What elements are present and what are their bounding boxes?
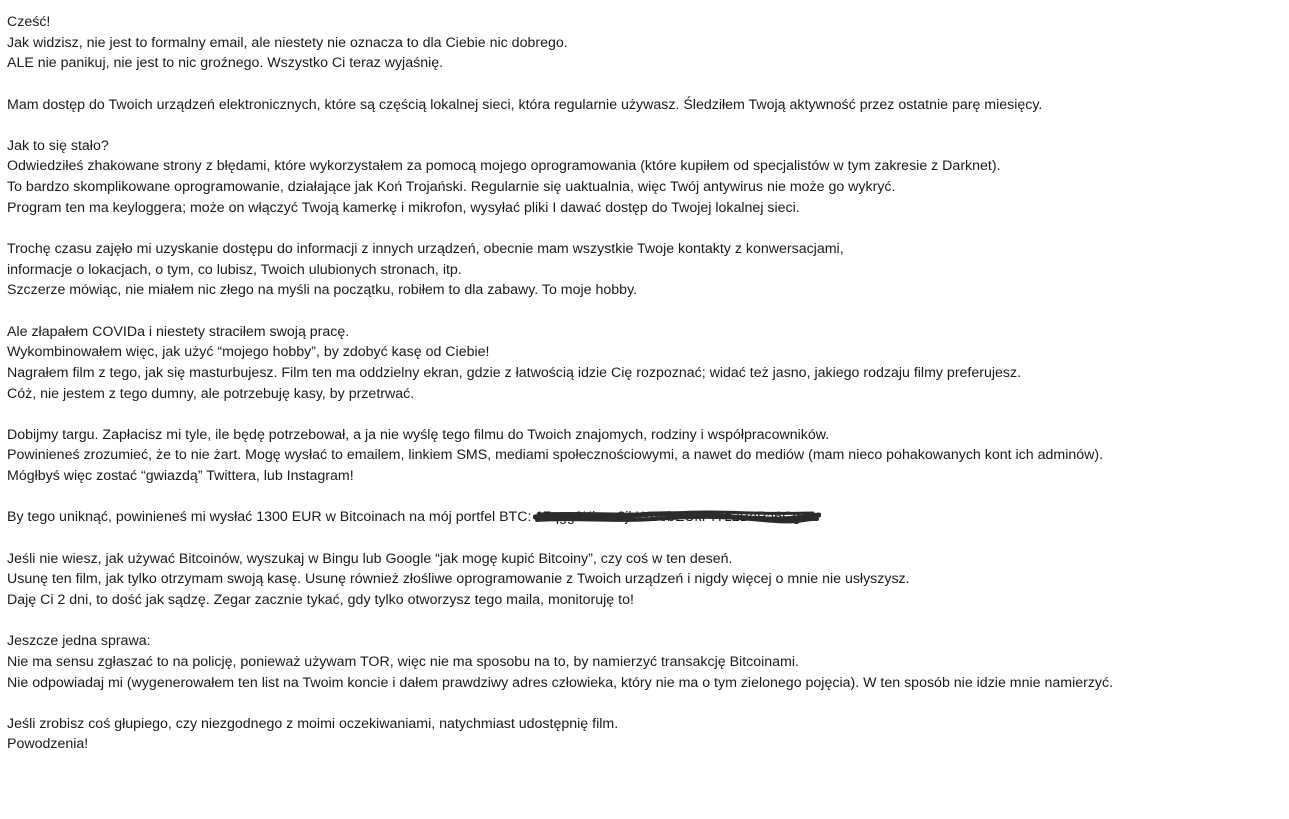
paragraph-gap: [7, 528, 1277, 549]
paragraph-instructions: [7, 549, 1277, 611]
paragraph-gap: [7, 301, 1277, 322]
text-line: Cześć!: [7, 14, 51, 30]
paragraph-gap: [7, 487, 1277, 508]
paragraph-warning: [7, 631, 1277, 693]
paragraph-closing: [7, 714, 1277, 755]
paragraph-gap: [7, 74, 1277, 95]
text-line: informacje o lokacjach, o tym, co lubisz, Twoich ulubionych stronach, itp.: [7, 261, 462, 278]
paragraph-deal: [7, 425, 1277, 487]
btc-address-redacted: [535, 507, 814, 528]
text-line: Nagrałem film z tego, jak się masturbujesz. Film ten ma oddzielny ekran, gdzie z łatwością idzie Cię rozpoznać; widać też jasno, jakiego rodzaju filmy preferujesz.: [7, 364, 1022, 381]
paragraph-gap: [7, 115, 1277, 136]
text-line: Jeśli nie wiesz, jak używać Bitcoinów, wyszukaj w Bingu lub Google “jak mogę kupić Bitcoiny”, czy coś w ten deseń.: [7, 550, 733, 567]
text-line: Powinieneś zrozumieć, że to nie żart. Mogę wysłać to emailem, linkiem SMS, mediami społecznościowymi, a nawet do mediów (mam nieco pohakowanych kont ich adminów).: [7, 447, 1104, 464]
text-line: Jeszcze jedna sprawa:: [7, 633, 151, 650]
text-line: Dobijmy targu. Zapłacisz mi tyle, ile będę potrzebował, a ja nie wyślę tego filmu do Twoich znajomych, rodziny i współpracowników.: [7, 426, 830, 443]
text-line: Jak to się stało?: [7, 137, 109, 154]
paragraph-motive: [7, 322, 1277, 405]
text-line: Trochę czasu zajęło mi uzyskanie dostępu do informacji z innych urządzeń, obecnie mam wszystkie Twoje kontakty z konwersacjami,: [7, 241, 844, 258]
text-line: Usunę ten film, jak tylko otrzymam swoją kasę. Usunę również złośliwe oprogramowanie z Twoich urządzeń i nigdy więcej o mnie nie usłyszysz.: [7, 571, 910, 588]
paragraph-access: [7, 95, 1277, 116]
payment-text: By tego uniknąć, powinieneś mi wysłać 1300 EUR w Bitcoinach na mój portfel BTC:: [7, 509, 536, 526]
paragraph-data-collected: [7, 239, 1277, 301]
paragraph-greeting: [7, 12, 1277, 74]
text-line: Jeśli zrobisz coś głupiego, czy niezgodnego z moimi oczekiwaniami, natychmiast udostępnię film.: [7, 715, 619, 732]
paragraph-gap: [7, 611, 1277, 632]
text-line: Odwiedziłeś zhakowane strony z błędami, które wykorzystałem za pomocą mojego oprogramowania (które kupiłem od specjalistów w tym zakresie z Darknet).: [7, 158, 1001, 175]
text-line: Mam dostęp do Twoich urządzeń elektronicznych, które są częścią lokalnej sieci, która regularnie używasz. Śledziłem Twoją aktywność przez ostatnie parę miesięcy.: [7, 96, 1043, 113]
text-line: Nie odpowiadaj mi (wygenerowałem ten list na Twoim koncie i dałem prawdziwy adres człowieka, który nie ma o tym zielonego pojęcia). W ten sposób nie idzie mnie namierzyć.: [7, 674, 1114, 691]
text-line: Jak widzisz, nie jest to formalny email, ale niestety nie oznacza to dla Ciebie nic dobrego.: [7, 34, 568, 51]
paragraph-gap: [7, 218, 1277, 239]
paragraph-gap: [7, 693, 1277, 714]
text-line: Program ten ma keyloggera; może on włączyć Twoją kamerkę i mikrofon, wysyłać pliki I dawać dostęp do Twojej lokalnej sieci.: [7, 199, 800, 216]
text-line: Powodzenia!: [7, 736, 89, 753]
text-line: Nie ma sensu zgłaszać to na policję, ponieważ używam TOR, więc nie ma sposobu na to, by namierzyć transakcję Bitcoinami.: [7, 653, 799, 670]
text-line: To bardzo skomplikowane oprogramowanie, działające jak Koń Trojański. Regularnie się uaktualnia, więc Twój antywirus nie może go wykryć.: [7, 179, 896, 196]
text-line: Mógłbyś więc zostać “gwiazdą” Twittera, lub Instagram!: [7, 468, 354, 485]
text-line: Ale złapałem COVIDa i niestety straciłem swoją pracę.: [7, 323, 350, 340]
paragraph-how: [7, 136, 1277, 219]
text-line: Daję Ci 2 dni, to dość jak sądzę. Zegar zacznie tykać, gdy tylko otworzysz tego maila, monitoruję to!: [7, 591, 634, 608]
paragraph-gap: [7, 404, 1277, 425]
btc-address-text: 17qgg2Kbvw8jhWBobEUkPfYz2BePa6Cgzz: [535, 509, 815, 526]
email-body: [7, 12, 1277, 755]
text-line: Wykombinowałem więc, jak użyć “mojego hobby”, by zdobyć kasę od Ciebie!: [7, 344, 490, 361]
text-line: Szczerze mówiąc, nie miałem nic złego na myśli na początku, robiłem to dla zabawy. To moje hobby.: [7, 282, 638, 299]
text-line: Cóż, nie jestem z tego dumny, ale potrzebuję kasy, by przetrwać.: [7, 385, 415, 402]
payment-line: [7, 507, 1277, 528]
text-line: ALE nie panikuj, nie jest to nic groźnego. Wszystko Ci teraz wyjaśnię.: [7, 55, 444, 72]
